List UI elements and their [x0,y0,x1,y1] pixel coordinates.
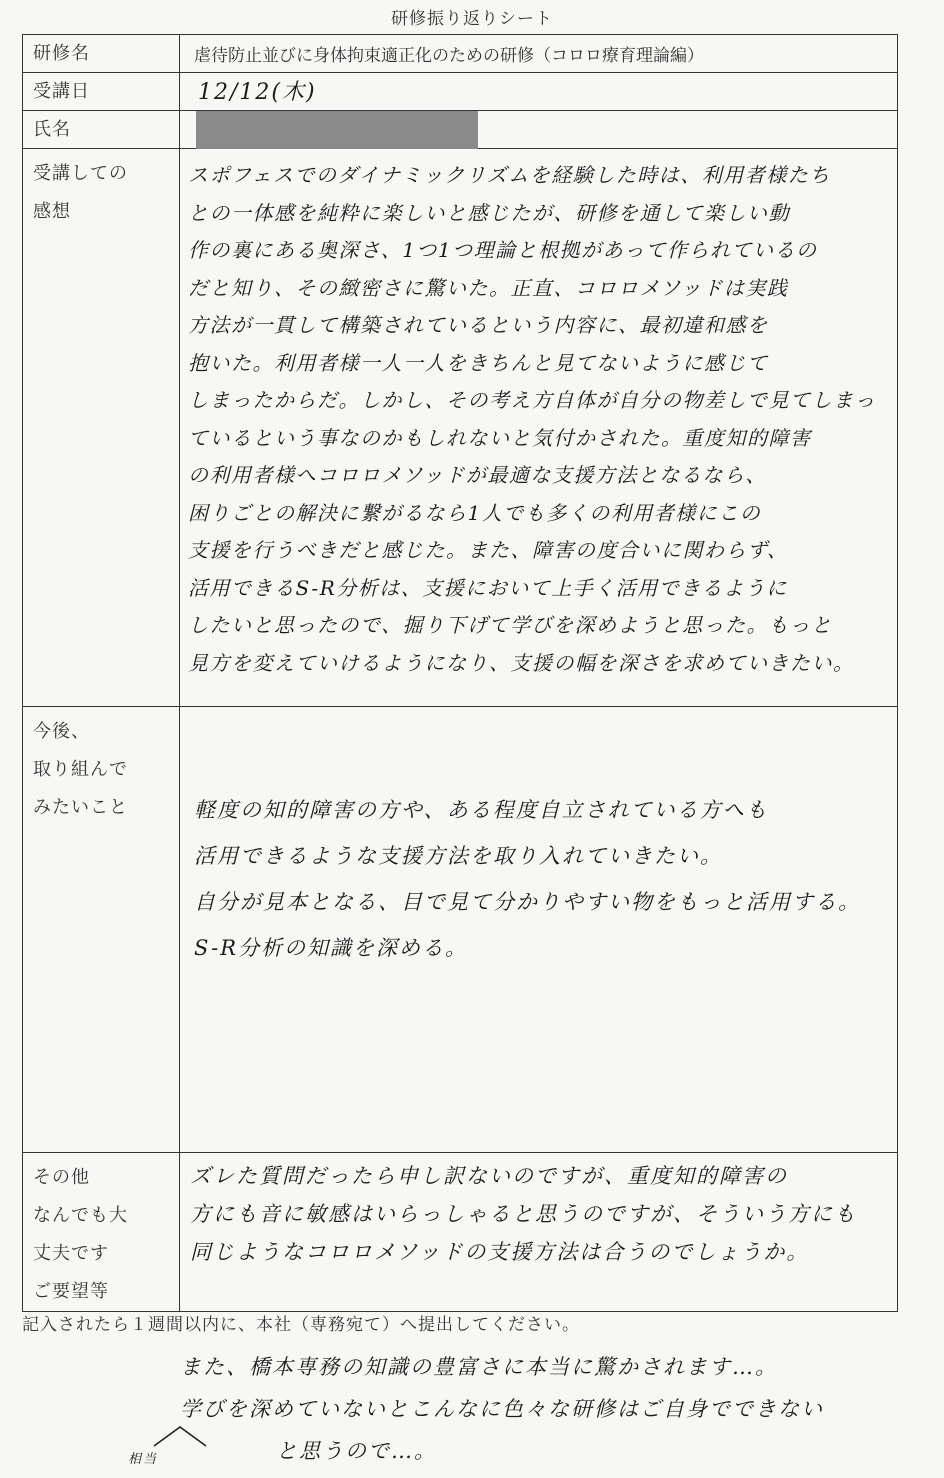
row-other [23,1153,898,1312]
date-value: 12/12(木) [198,80,317,105]
insertion-caret-icon [152,1424,208,1448]
signature-mark: 相当 [128,1452,159,1467]
future-field[interactable] [180,707,898,1153]
impressions-field[interactable] [180,149,898,707]
reflection-form-table [22,34,898,1312]
row-name [23,111,898,149]
row-impressions [23,149,898,707]
name-field[interactable] [180,111,898,149]
other-text: ズレた質問だったら申し訳ないのですが、重度知的障害の 方にも音に敏感はいらっしゃると思うのですが、そういう方にも 同じようなコロロメソッドの支援方法は合うのでしょうか。 [190,1164,857,1264]
date-field[interactable] [180,73,898,111]
row-course [23,35,898,73]
label-date: 受講日 [23,73,180,111]
label-impressions: 受講しての 感想 [23,149,180,707]
label-future: 今後、 取り組んで みたいこと [23,707,180,1153]
other-field[interactable] [180,1153,898,1312]
sheet-title: 研修振り返りシート [391,9,553,29]
impressions-text: スポフェスでのダイナミックリズムを経験した時は、利用者様たち との一体感を純粋に楽しいと感じたが、研修を通して楽しい動 作の裏にある奥深さ、1つ1つ理論と根拠があって作られているの だと知り、その緻密さに驚いた。正直、コロロメソッドは実践 方法が一貫して構築されているという内容に、最初違和感を 抱いた。利用者様一人一人をきちんと見てないように感じて しまったからだ。しかし、その考え方自体が自分の物差しで見てしまっ ているという事なのかもしれないと気付かされた。重度知的障害 の利用者様へコロロメソッドが最適な支援方法となるなら、 困りごとの解決に繋がるなら1人でも多くの利用者様にこの 支援を行うべきだと感じた。また、障害の度合いに関わらず、 活用できるS-R分析は、支援において上手く活用できるように したいと思ったので、掘り下げて学びを深めようと思った。もっと 見方を変えていけるようになり、支援の幅を深さを求めていきたい。 [188,163,876,675]
label-course: 研修名 [23,35,180,73]
bottom-comment: また、橋本専務の知識の豊富さに本当に驚かされます…。 学びを深めていないとこんなに色々な研修はご自身でできない と思うので…。 [180,1355,824,1463]
course-name: 虐待防止並びに身体拘束適正化のための研修（コロロ療育理論編） [194,46,704,66]
row-date [23,73,898,111]
course-field[interactable] [180,35,898,73]
label-other: その他 なんでも大 丈夫です ご要望等 [23,1153,180,1312]
future-text: 軽度の知的障害の方や、ある程度自立されている方へも 活用できるような支援方法を取り入れていきたい。 自分が見本となる、目で見て分かりやすい物をもっと活用する。 S-R分析の知識を深める。 [194,798,861,960]
row-future [23,707,898,1153]
label-name: 氏名 [23,111,180,149]
name-redaction [196,111,478,149]
submission-note: 記入されたら１週間以内に、本社（専務宛て）へ提出してください。 [22,1315,580,1335]
